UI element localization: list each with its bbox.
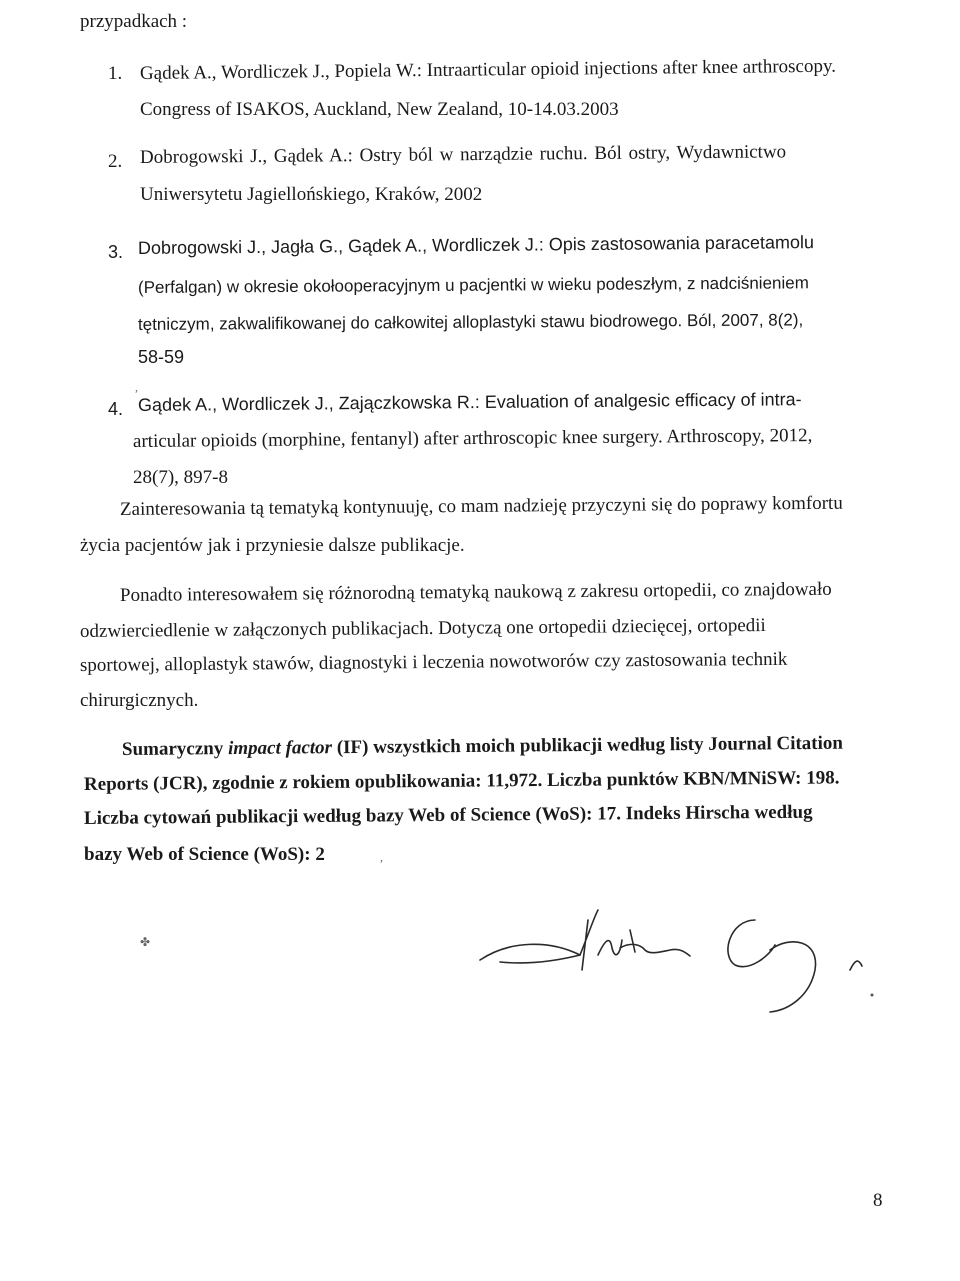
paragraph-line: Zainteresowania tą tematyką kontynuuję, co mam nadzieję przyczyni się do poprawy komfortu: [119, 492, 843, 520]
reference-line: Congress of ISAKOS, Auckland, New Zealand, 10-14.03.2003: [140, 99, 619, 120]
summary-line: Reports (JCR), zgodnie z rokiem opublikowania: 11,972. Liczba punktów KBN/MNiSW: 198.: [83, 767, 840, 795]
paragraph-line: odzwierciedlenie w załączonych publikacjach. Dotyczą one ortopedii dziecięcej, ortopedii: [79, 615, 766, 642]
reference-number: 1.: [108, 63, 123, 84]
reference-line: tętniczym, zakwalifikowanej do całkowitej alloplastyki stawu biodrowego. Ból, 2007, 8(2),: [137, 310, 804, 334]
reference-number: 2.: [108, 151, 123, 172]
reference-line: articular opioids (morphine, fentanyl) after arthroscopic knee surgery. Arthroscopy, 2012,: [132, 425, 813, 452]
reference-number: 3.: [108, 242, 124, 262]
reference-number: 4.: [108, 399, 124, 419]
reference-line: 58-59: [138, 347, 185, 367]
paragraph-line: sportowej, alloplastyk stawów, diagnostyki i leczenia nowotworów czy zastosowania technik: [79, 648, 788, 676]
summary-text: Sumaryczny: [121, 738, 229, 760]
summary-line: [122, 732, 843, 762]
page-number: 8: [873, 1190, 883, 1211]
intro-text: przypadkach :: [80, 11, 188, 32]
reference-line: 28(7), 897-8: [133, 467, 228, 488]
reference-line: Gądek A., Wordliczek J., Zajączkowska R.: Evaluation of analgesic efficacy of intra-: [137, 389, 802, 415]
scan-speck: ,: [135, 380, 138, 394]
reference-line: Dobrogowski J., Jagła G., Gądek A., Wordliczek J.: Opis zastosowania paracetamolu: [137, 232, 815, 258]
paragraph-line: życia pacjentów jak i przyniesie dalsze publikacje.: [80, 535, 465, 556]
reference-line: Dobrogowski J., Gądek A.: Ostry ból w narządzie ruchu. Ból ostry, Wydawnictwo: [139, 141, 787, 168]
summary-italic-term: impact factor: [227, 737, 333, 760]
reference-line: (Perfalgan) w okresie okołooperacyjnym u pacjentki w wieku podeszłym, z nadciśnieniem: [137, 273, 809, 297]
summary-line: bazy Web of Science (WoS): 2: [84, 844, 325, 865]
summary-text: (IF) wszystkich moich publikacji według listy Journal Citation: [331, 732, 844, 759]
summary-line: Liczba cytowań publikacji według bazy Web of Science (WoS): 17. Indeks Hirscha według: [83, 801, 813, 829]
scan-speck: ,: [380, 850, 383, 864]
reference-line: Gądek A., Wordliczek J., Popiela W.: Intraarticular opioid injections after knee arthroscopy.: [139, 55, 837, 84]
paragraph-line: chirurgicznych.: [80, 690, 199, 711]
signature-image: [470, 900, 890, 1020]
reference-line: Uniwersytetu Jagiellońskiego, Kraków, 2002: [140, 184, 483, 205]
paragraph-line: Ponadto interesowałem się różnorodną tematyką naukową z zakresu ortopedii, co znajdowało: [119, 578, 832, 606]
scan-speck: ✤: [140, 935, 151, 949]
